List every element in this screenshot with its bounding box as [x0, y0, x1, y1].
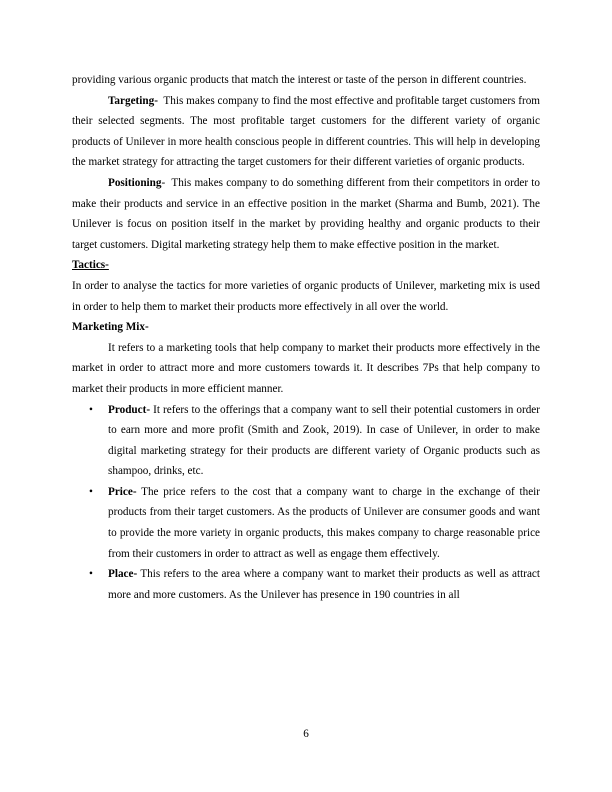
- list-item-product: [72, 400, 540, 482]
- document-page: [72, 70, 543, 605]
- list-item-place: [72, 564, 540, 605]
- bullet-icon: •: [89, 403, 93, 416]
- place-label: Place-: [108, 568, 138, 581]
- product-label: Product-: [108, 403, 151, 416]
- price-text: The price refers to the cost that a company want to charge in the exchange of their products from their target customers. As the products of Unilever are consumer goods and want to provide the more variety in organic products, this makes company to charge reasonable price from their customers in order to attract as well as engage them effectively.: [108, 485, 540, 560]
- targeting-text: This makes company to find the most effective and profitable target customers from their selected segments. The most profitable target customers for the different variety of organic products of Unilever in more health conscious people in different countries. This will help in developing the market strategy for attracting the target customers for their different varieties of organic products.: [72, 94, 543, 169]
- tactics-paragraph: In order to analyse the tactics for more varieties of organic products of Unilever, marketing mix is used in order to help them to market their products more effectively in all over the world.: [72, 279, 540, 313]
- page-number: 6: [303, 728, 309, 740]
- intro-paragraph: providing various organic products that match the interest or taste of the person in different countries.: [72, 74, 527, 86]
- product-text: It refers to the offerings that a company want to sell their potential customers in order to earn more and more profit (Smith and Zook, 2019). In case of Unilever, in order to make digital marketing strategy for their products are different variety of Organic products such as shampoo, drinks, etc.: [108, 403, 540, 478]
- price-label: Price-: [108, 485, 137, 498]
- bullet-icon: •: [89, 568, 93, 581]
- marketing-mix-list: [72, 400, 540, 606]
- bullet-icon: •: [89, 485, 93, 498]
- marketing-mix-heading: Marketing Mix-: [72, 321, 149, 334]
- targeting-paragraph: [72, 91, 543, 173]
- positioning-paragraph: [72, 173, 543, 255]
- positioning-label: Positioning: [108, 176, 162, 189]
- positioning-text: - This makes company to do something different from their competitors in order to make their products and service in an effective position in the market (Sharma and Bumb, 2021). The Unilever is focus on position itself in the market by providing healthy and organic products to their target customers. Digital marketing strategy help them to make effective position in the market.: [72, 176, 543, 251]
- list-item-price: [72, 482, 540, 564]
- place-text: This refers to the area where a company want to market their products as well as attract more and more customers. As the Unilever has presence in 190 countries in all: [108, 568, 540, 601]
- tactics-heading: Tactics-: [72, 259, 109, 272]
- marketing-mix-paragraph: It refers to a marketing tools that help company to market their products more effectively in the market in order to attract more and more customers towards it. It describes 7Ps that help company to market their products in more efficient manner.: [72, 341, 540, 395]
- targeting-label: Targeting-: [108, 94, 158, 107]
